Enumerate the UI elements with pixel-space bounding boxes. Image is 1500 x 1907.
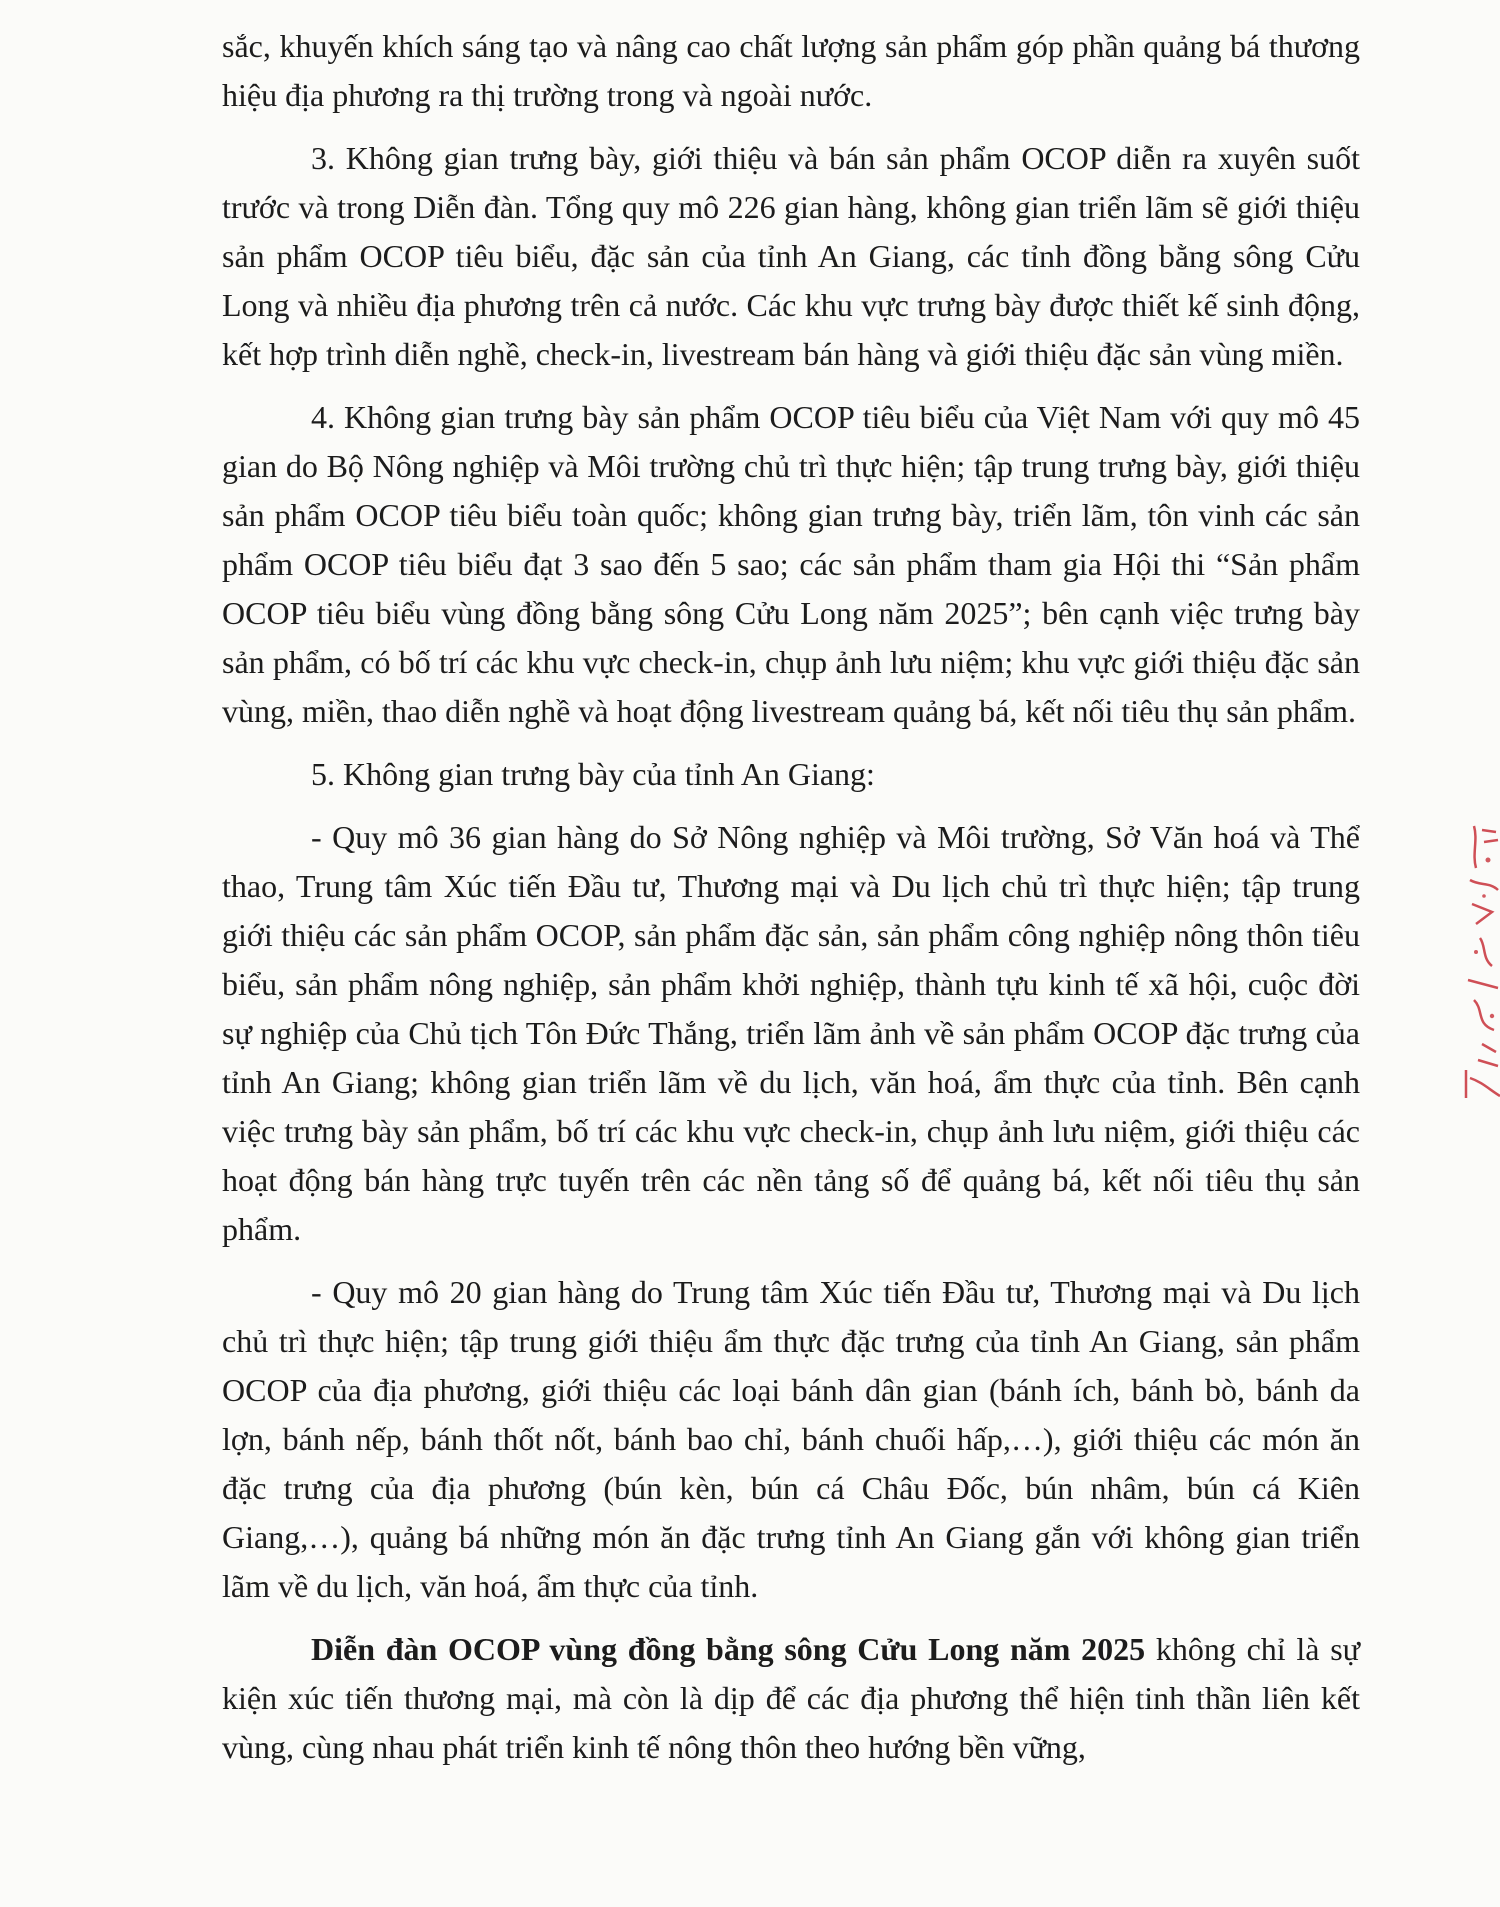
red-seal-stamp — [1462, 820, 1500, 1100]
paragraph-item-4: 4. Không gian trưng bày sản phẩm OCOP tiêu biểu của Việt Nam với quy mô 45 gian do Bộ Nông nghiệp và Môi trường chủ trì thực hiện; tập trung trưng bày, giới thiệu sản phẩm OCOP tiêu biểu toàn quốc; không gian trưng bày, triển lãm, tôn vinh các sản phẩm OCOP tiêu biểu đạt 3 sao đến 5 sao; các sản phẩm tham gia Hội thi “Sản phẩm OCOP tiêu biểu vùng đồng bằng sông Cửu Long năm 2025”; bên cạnh việc trưng bày sản phẩm, có bố trí các khu vực check-in, chụp ảnh lưu niệm; khu vực giới thiệu đặc sản vùng, miền, thao diễn nghề và hoạt động livestream quảng bá, kết nối tiêu thụ sản phẩm. — [222, 399, 1360, 729]
paragraph-closing — [222, 1625, 1360, 1772]
paragraph-item-5a: - Quy mô 36 gian hàng do Sở Nông nghiệp và Môi trường, Sở Văn hoá và Thể thao, Trung tâm Xúc tiến Đầu tư, Thương mại và Du lịch chủ trì thực hiện; tập trung giới thiệu các sản phẩm OCOP, sản phẩm đặc sản, sản phẩm công nghiệp nông thôn tiêu biểu, sản phẩm nông nghiệp, sản phẩm khởi nghiệp, thành tựu kinh tế xã hội, cuộc đời sự nghiệp của Chủ tịch Tôn Đức Thắng, triển lãm ảnh về sản phẩm OCOP đặc trưng của tỉnh An Giang; không gian triển lãm về du lịch, văn hoá, ẩm thực của tỉnh. Bên cạnh việc trưng bày sản phẩm, bố trí các khu vực check-in, chụp ảnh lưu niệm, giới thiệu các hoạt động bán hàng trực tuyến trên các nền tảng số để quảng bá, kết nối tiêu thụ sản phẩm. — [222, 819, 1360, 1247]
paragraph-continuation: sắc, khuyến khích sáng tạo và nâng cao chất lượng sản phẩm góp phần quảng bá thương hiệu địa phương ra thị trường trong và ngoài nước. — [222, 28, 1360, 113]
document-body — [222, 22, 1360, 1786]
paragraph-item-3: 3. Không gian trưng bày, giới thiệu và bán sản phẩm OCOP diễn ra xuyên suốt trước và trong Diễn đàn. Tổng quy mô 226 gian hàng, không gian triển lãm sẽ giới thiệu sản phẩm OCOP tiêu biểu, đặc sản của tỉnh An Giang, các tỉnh đồng bằng sông Cửu Long và nhiều địa phương trên cả nước. Các khu vực trưng bày được thiết kế sinh động, kết hợp trình diễn nghề, check-in, livestream bán hàng và giới thiệu đặc sản vùng miền. — [222, 140, 1360, 372]
closing-bold-title: Diễn đàn OCOP vùng đồng bằng sông Cửu Long năm 2025 — [311, 1631, 1146, 1667]
closing-text: không chỉ là sự kiện xúc tiến thương mại, mà còn là dịp để các địa phương thể hiện tinh thần liên kết vùng, cùng nhau phát triển kinh tế nông thôn theo hướng bền vững, — [222, 1631, 1361, 1765]
paragraph-item-5-heading: 5. Không gian trưng bày của tỉnh An Giang: — [311, 756, 875, 792]
paragraph-item-5b: - Quy mô 20 gian hàng do Trung tâm Xúc tiến Đầu tư, Thương mại và Du lịch chủ trì thực hiện; tập trung giới thiệu ẩm thực đặc trưng của tỉnh An Giang, sản phẩm OCOP của địa phương, giới thiệu các loại bánh dân gian (bánh ích, bánh bò, bánh da lợn, bánh nếp, bánh thốt nốt, bánh bao chỉ, bánh chuối hấp,…), giới thiệu các món ăn đặc trưng của địa phương (bún kèn, bún cá Châu Đốc, bún nhâm, bún cá Kiên Giang,…), quảng bá những món ăn đặc trưng tỉnh An Giang gắn với không gian triển lãm về du lịch, văn hoá, ẩm thực của tỉnh. — [222, 1274, 1360, 1604]
